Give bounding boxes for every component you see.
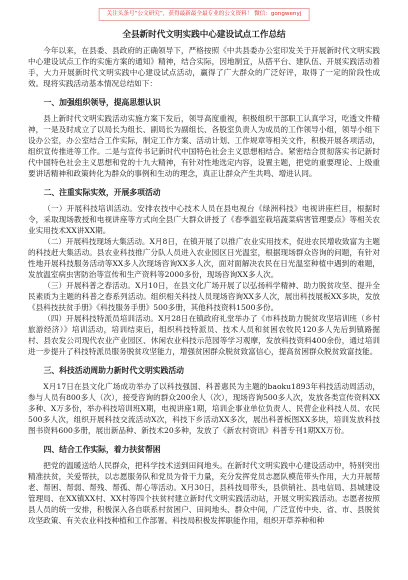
section-3-paragraph: X月17日在县文化广场成功举办了以科技强国、科普惠民为主题的baoku1893年科技活动周活动，参与人员有800多人（次），接受咨询的群众200余人（次），现场咨询500多人次，发放各类宣传资料XX多种、X万多份，举办科技培训班X期，电视讲座1期，培训企事业单位负责人、民营企业科技人员、农民500多人次，组织开展科技交流活动X次，科技下乡活动XX多次，展出科普板图XX多块，培训发放科技图书资料600多册，展出新品种、新技术20多种，发放了《新农村资讯》科普专刊1期XX万份。: [28, 382, 380, 435]
intro-paragraph: 今年以来，在县委、县政府的正确领导下，严格按照《中共县委办公室印发关于开展新时代文明实践中心建设试点工作的实施方案的通知》精神，结合实际，因地制宜，从搭平台、建队伍、开展实践活动着手，大力开展新时代文明实践中心建设试点活动，赢得了广大群众的广泛好评，取得了一定的阶段性成效。现将实践活动基本情况总结如下：: [28, 46, 380, 88]
section-4-heading: 四、结合工作实际，着力扶贫帮困: [43, 445, 161, 454]
section-1-paragraph: 县上新时代文明实践活动实施方案下发后，领导高度重视，积极组织干部职工认真学习，吃透文件精神，一是及时成立了以局长为组长、副局长为副组长、各股室负责人为成员的工作领导小组，领导小组下设办公室，办公室结合工作实际，制定工作方案、活动计划、工作规章等相关文件，积极开展各项活动，组织宣传推进等工作。二是与宣传书记新时代中国特色社会主义思想相结合。紧密结合贯彻落实书记新时代中国特色社会主义思想和党的十九大精神，有针对性地选定内容，设置主题，把党的重要理论、上级重要讲话精神和政策转化为群众的事例和生动的理念，真正让群众产生共鸣、增进认同。: [28, 114, 380, 178]
section-2-item-2: （二）开展科技现场大集活动。X月8日，在镇开展了以推广农业实用技术，促进农民增收致富为主题的科技赶大集活动。县农业科技推广分队人员进入农业园区日光温室，根据现场群众咨询的问题，有针对性地开展科技服务活动等XX多人次现场咨询XX多人次，面对面解决农民在日光温室种植中遇到的难题，发放温室病虫害防治等宣传和生产资料等2000多份，现场咨询XX多人次。: [28, 237, 380, 279]
section-1-heading: 一、加强组织领导，提高思想认识: [43, 98, 161, 107]
document-body: [28, 45, 380, 580]
section-4-paragraph: 把党的温暖送给人民群众，把科学技术送到田间地头。在新时代文明实践中心建设活动中，特别突出精准扶贫，关爱帮扶，以志愿服务队和党员为骨干力量，充分发挥党员志愿队模范带头作用，大力开展帮老、帮困、帮弱、帮残、帮孤、帮心等活动。X月30日，县科技局带头，县供销社、县电信局、县城建设管理局、在XX镇XX村、XX村等四个扶贫村建立新时代文明实践活动站，开展文明实践活动。志愿者按照县人员的统一安排，积极深入各自联系村贫困户、田间地头、群众中间，广泛宣传中央、省、市、县脱贫攻坚政策、有关农业科技种植和工作部署。科技局积极发挥职能作用，组织开草养种和种: [28, 461, 380, 525]
document-title: 全县新时代文明实践中心建设试点工作总结: [122, 30, 286, 40]
promo-banner: 关注头条号“公文研究”，获得最新最全最专业的公文资料！ 微信：gongwenyj: [99, 8, 310, 21]
section-2-item-4: （四）开展科技特派员培训活动。X月28日在镇政府礼堂举办了《市科技助力脱贫攻坚培训班（乡村旅游经济）》培训活动，培训结束后，组织科技特派员、技术人员和贫困农牧民120多人先后到镇路掘村、县农发公司现代农业产业园区、休闲农业科技示范园等学习观摩，发放科技资料400余份，通过培训进一步提升了科技特派员服务脱贫攻坚能力，增强贫困群众脱贫致富信心，提高贫困群众脱贫致富技能。: [28, 314, 380, 356]
section-2-heading: 二、注重实际实效，开展多项活动: [43, 188, 161, 197]
section-2-item-3: （三）开展科普之春活动。X月10日，在县文化广场开展了以弘扬科学精神、助力脱贫攻坚、提升全民素质为主题的科普之春系列活动。组织相关科技人员现场咨询XX多人次，展出科技展板XX多块，发放《县科技扶贫手册》《科技服务手册》500多册，其他科技资料1500多份。: [28, 281, 380, 312]
section-2-item-1: （一）开展科技培训活动。安排农技中心技术人员在县电视台《绿洲科技》电视讲座栏目，根据时令，采取现场教授和电视讲座等方式向全县广大群众讲授了《春季温室栽培蔬菜病害管理要点》等相关农业实用技术XX讲XX期。: [28, 204, 380, 235]
section-3-heading: 三、科技活动周助力新时代文明实践活动: [43, 366, 184, 375]
